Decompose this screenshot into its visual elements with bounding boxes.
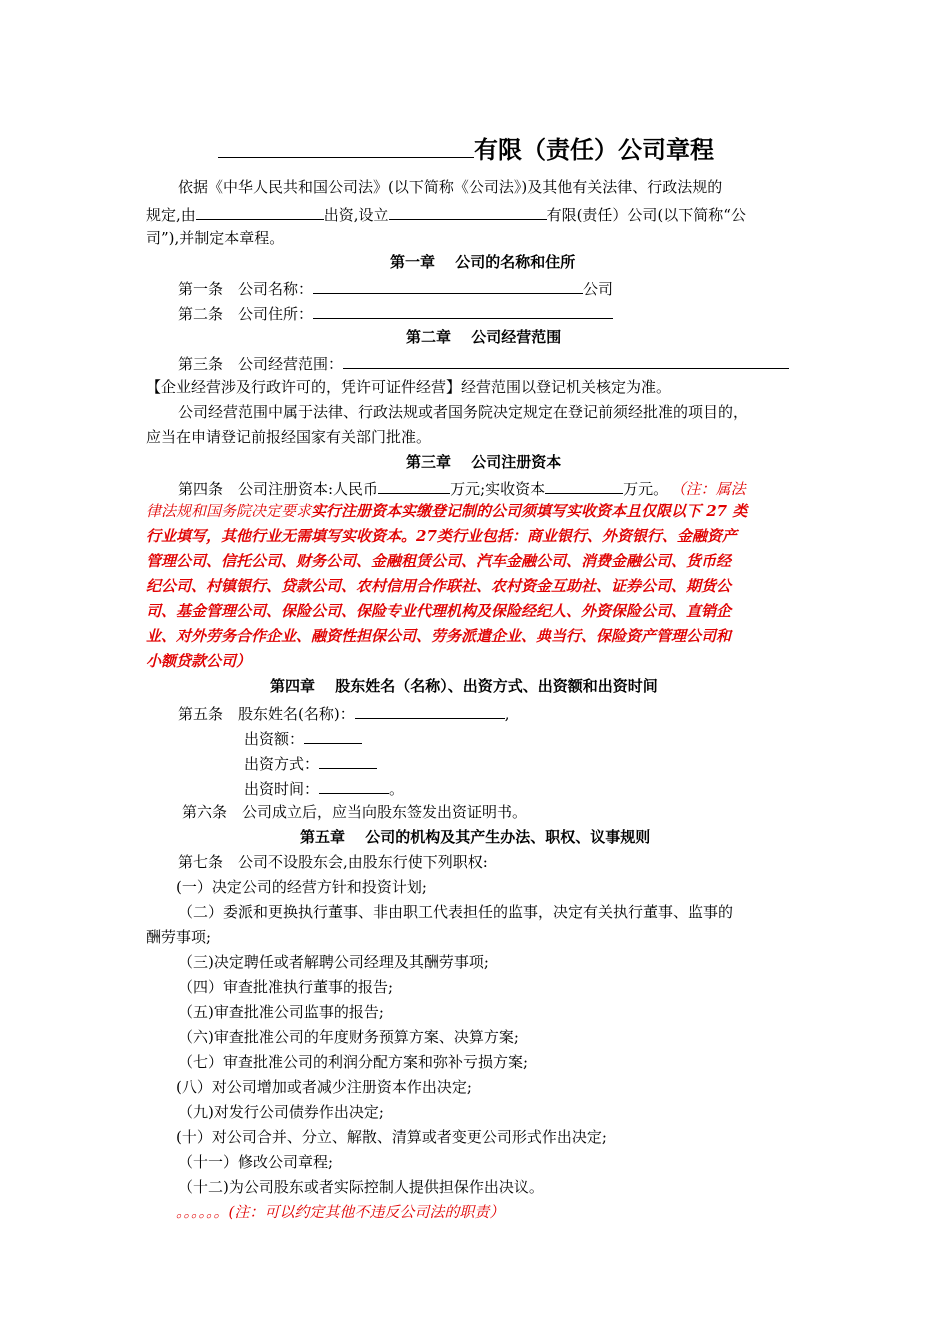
- contribution-method: 出资方式：: [244, 752, 377, 774]
- company-blank: [389, 203, 547, 220]
- preamble-line-2: 规定,由 出资,设立 有限(责任）公司(以下简称“公: [146, 203, 746, 225]
- registered-capital-field: [378, 477, 450, 494]
- power-item-12: （十二)为公司股东或者实际控制人提供担保作出决议。: [178, 1178, 544, 1196]
- article-1: 第一条 公司名称： 公司: [178, 277, 613, 299]
- power-item-6: （六)审查批准公司的年度财务预算方案、决算方案;: [178, 1028, 519, 1046]
- shareholder-name-field: [355, 702, 505, 719]
- paidin-capital-field: [545, 477, 623, 494]
- power-item-2-cont: 酬劳事项;: [146, 928, 212, 946]
- contribution-time-field: [319, 777, 389, 794]
- note-line-8: 小额贷款公司）: [146, 652, 252, 670]
- chapter-4-heading: 第四章 股东姓名（名称）、出资方式、出资额和出资时间: [270, 677, 658, 695]
- contribution-amount-field: [304, 727, 362, 744]
- chapter-1-heading: 第一章 公司的名称和住所: [390, 253, 576, 271]
- article-4: 第四条 公司注册资本:人民币 万元;实收资本 万元。 （注：属法: [178, 477, 746, 499]
- company-address-field: [313, 302, 613, 319]
- approval-para-line-1: 公司经营范围中属于法律、行政法规或者国务院决定规定在登记前须经批准的项目的，: [178, 403, 749, 421]
- final-note: 。。。。。。(注：可以约定其他不违反公司法的职责）: [176, 1203, 505, 1221]
- business-scope-note: 【企业经营涉及行政许可的，凭许可证件经营】经营范围以登记机关核定为准。: [146, 378, 672, 396]
- chapter-2-heading: 第二章 公司经营范围: [406, 328, 562, 346]
- power-item-8: (八）对公司增加或者减少注册资本作出决定;: [176, 1078, 472, 1096]
- chapter-5-heading: 第五章 公司的机构及其产生办法、职权、议事规则: [300, 828, 651, 846]
- company-name-field: [313, 277, 583, 294]
- article-3: 第三条 公司经营范围：: [178, 352, 789, 374]
- contribution-method-field: [319, 752, 377, 769]
- note-line-5: 纪公司、村镇银行、贷款公司、农村信用合作联社、农村资金互助社、证券公司、期货公: [146, 577, 732, 595]
- business-scope-field: [343, 352, 789, 369]
- power-item-9: （九)对发行公司债券作出决定;: [178, 1103, 384, 1121]
- contribution-time: 出资时间： 。: [244, 777, 404, 799]
- note-line-2: 律法规和国务院决定要求实行注册资本实缴登记制的公司须填写实收资本且仅限以下 27 类: [146, 502, 748, 520]
- investor-blank: [196, 203, 324, 220]
- power-item-5: （五)审查批准公司监事的报告;: [178, 1003, 384, 1021]
- power-item-1: (一）决定公司的经营方针和投资计划;: [176, 878, 427, 896]
- power-item-4: （四）审查批准执行董事的报告;: [178, 978, 394, 996]
- preamble-line-3: 司”),并制定本章程。: [146, 229, 285, 247]
- power-item-2: （二）委派和更换执行董事、非由职工代表担任的监事，决定有关执行董事、监事的: [178, 903, 734, 921]
- power-item-7: （七）审查批准公司的利润分配方案和弥补亏损方案;: [178, 1053, 529, 1071]
- approval-para-line-2: 应当在申请登记前报经国家有关部门批准。: [146, 428, 432, 446]
- article-2: 第二条 公司住所：: [178, 302, 613, 324]
- note-line-3: 行业填写，其他行业无需填写实收资本。27类行业包括：商业银行、外资银行、金融资产: [146, 527, 737, 545]
- article-5: 第五条 股东姓名(名称)： ,: [178, 702, 510, 724]
- chapter-3-heading: 第三章 公司注册资本: [406, 453, 562, 471]
- article-7: 第七条 公司不设股东会,由股东行使下列职权:: [178, 853, 488, 871]
- note-line-4: 管理公司、信托公司、财务公司、金融租赁公司、汽车金融公司、消费金融公司、货币经: [146, 552, 732, 570]
- preamble-line-1: 依据《中华人民共和国公司法》(以下简称《公司法》)及其他有关法律、行政法规的: [178, 178, 723, 196]
- article-6: 第六条 公司成立后，应当向股东签发出资证明书。: [182, 803, 528, 821]
- document-title: 有限（责任）公司章程: [218, 133, 714, 165]
- note-start: （注：属法: [678, 480, 746, 498]
- power-item-10: (十）对公司合并、分立、解散、清算或者变更公司形式作出决定;: [176, 1128, 607, 1146]
- note-line-6: 司、基金管理公司、保险公司、保险专业代理机构及保险经纪人、外资保险公司、直销企: [146, 602, 732, 620]
- power-item-11: （十一）修改公司章程;: [178, 1153, 334, 1171]
- contribution-amount: 出资额：: [244, 727, 362, 749]
- power-item-3: （三)决定聘任或者解聘公司经理及其酬劳事项;: [178, 953, 489, 971]
- company-name-blank: [218, 133, 474, 158]
- note-line-7: 业、对外劳务合作企业、融资性担保公司、劳务派遣企业、典当行、保险资产管理公司和: [146, 627, 732, 645]
